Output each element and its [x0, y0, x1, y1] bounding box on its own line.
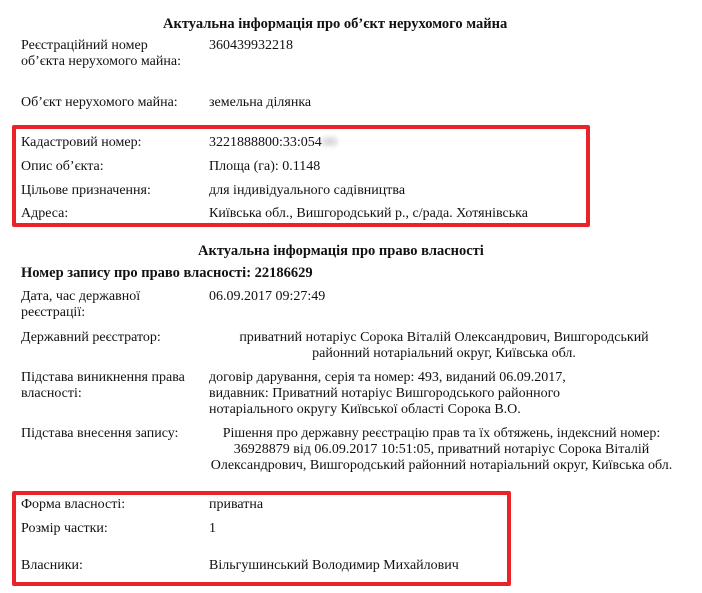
- label-registration-datetime: Дата, час державної реєстрації:: [21, 289, 141, 320]
- value-registration-number: 360439932218: [209, 38, 293, 53]
- value-state-registrar: приватний нотаріус Сорока Віталій Олександрович, Вишгородський районний нотаріальний округ, Київська обл.: [239, 330, 649, 361]
- value-owners: Вільгушинський Володимир Михайлович: [209, 558, 459, 573]
- label-cadastral-number: Кадастровий номер:: [21, 135, 142, 150]
- label-address: Адреса:: [21, 206, 69, 221]
- value-purpose: для індивідуального садівництва: [209, 183, 406, 198]
- label-object-type: Об’єкт нерухомого майна:: [21, 95, 178, 110]
- value-object-type: земельна ділянка: [209, 95, 312, 110]
- cadastral-number-visible: 3221888800:33:054: [209, 135, 322, 150]
- ownership-record-number: Номер запису про право власності: 22186629: [21, 265, 313, 281]
- section-object-title: Актуальна інформація про об’єкт нерухомого майна: [163, 16, 508, 32]
- value-share-size: 1: [209, 521, 216, 536]
- label-owners: Власники:: [21, 558, 83, 573]
- label-purpose: Цільове призначення:: [21, 183, 151, 198]
- label-registration-number: Реєстраційний номер об’єкта нерухомого майна:: [21, 38, 181, 69]
- label-object-description: Опис об’єкта:: [21, 159, 104, 174]
- label-state-registrar: Державний реєстратор:: [21, 330, 161, 345]
- label-record-basis: Підстава внесення запису:: [21, 426, 179, 441]
- value-object-description: Площа (га): 0.1148: [209, 159, 321, 174]
- cadastral-number-blurred: 00: [322, 135, 337, 150]
- section-ownership-title: Актуальна інформація про право власності: [198, 243, 484, 259]
- label-share-size: Розмір частки:: [21, 521, 108, 536]
- label-ownership-basis: Підстава виникнення права власності:: [21, 370, 185, 401]
- value-cadastral-number: [209, 135, 337, 151]
- value-registration-datetime: 06.09.2017 09:27:49: [209, 289, 326, 304]
- label-ownership-form: Форма власності:: [21, 497, 126, 512]
- value-ownership-basis: договір дарування, серія та номер: 493, виданий 06.09.2017, видавник: Приватний нотаріус Вишгородського районного нотаріального округу Київської області Сорока В.О.: [209, 370, 566, 417]
- value-address: Київська обл., Вишгородський р., с/рада. Хотянівська: [209, 206, 528, 221]
- value-record-basis: Рішення про державну реєстрацію прав та їх обтяжень, індексний номер: 36928879 від 06.09.2017 10:51:05, приватний нотаріус Сорока Віталій Олександрович, Вишгородський районний нотаріальний округ, Київська обл.: [210, 426, 673, 473]
- value-ownership-form: приватна: [209, 497, 264, 512]
